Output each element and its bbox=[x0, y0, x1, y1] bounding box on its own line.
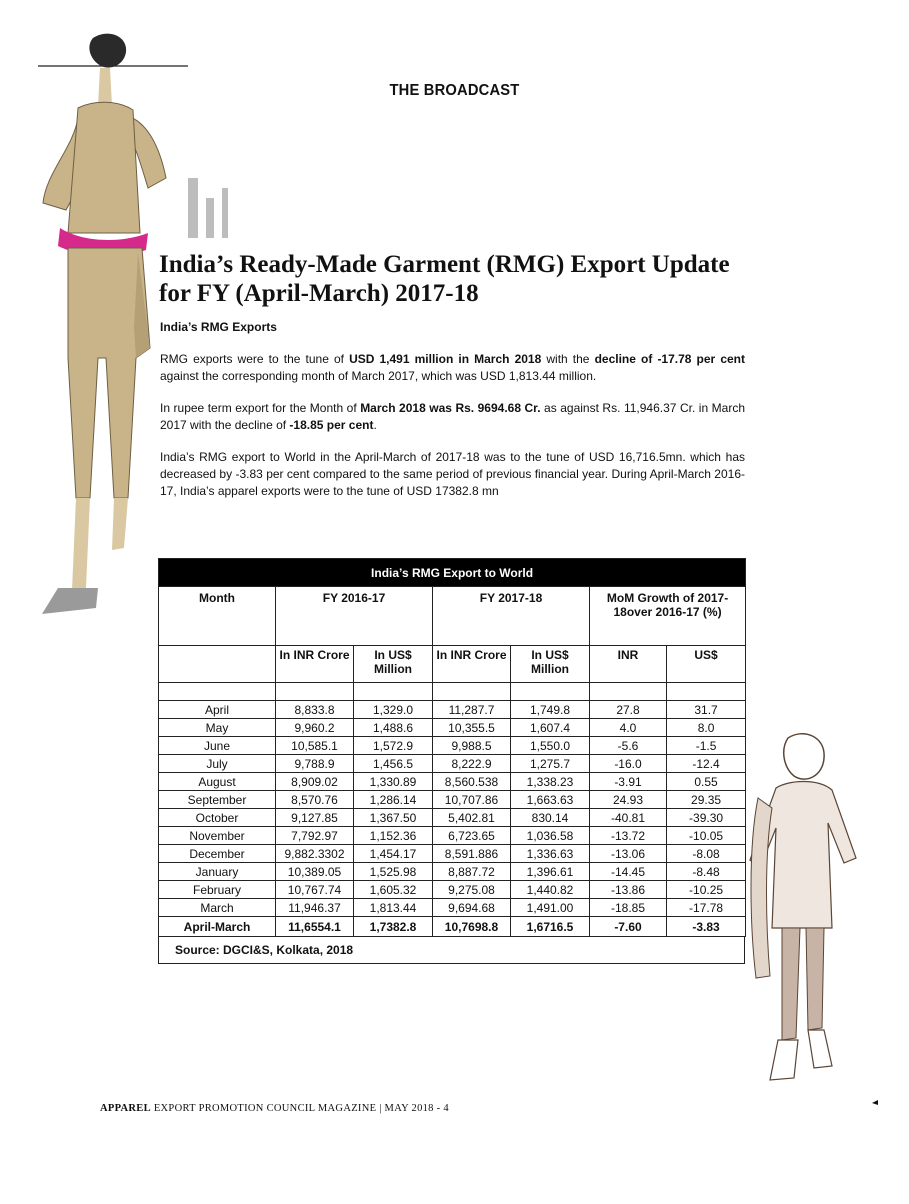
paragraph-march-inr: In rupee term export for the Month of March 2018 was Rs. 9694.68 Cr. as against Rs. 11,946.37 Cr. in March 2017 with the decline of -18.85 per cent. bbox=[160, 401, 745, 432]
table-row bbox=[159, 809, 746, 827]
inr-2017-cell: 8,887.72 bbox=[433, 863, 511, 881]
article-title: India’s Ready-Made Garment (RMG) Export Update for FY (April-March) 2017-18 bbox=[159, 251, 730, 307]
growth-inr-cell: -14.45 bbox=[590, 863, 667, 881]
growth-usd-cell: -17.78 bbox=[667, 899, 746, 917]
page-footer bbox=[100, 1103, 449, 1114]
table-row bbox=[159, 719, 746, 737]
usd-2016-cell: 1,572.9 bbox=[354, 737, 433, 755]
header-usd-2016: In US$ Million bbox=[354, 646, 433, 683]
inr-2017-cell: 8,222.9 bbox=[433, 755, 511, 773]
month-cell: February bbox=[159, 881, 276, 899]
table-spacer-row bbox=[159, 683, 746, 701]
table-caption: India’s RMG Export to World bbox=[159, 559, 746, 587]
usd-2016-cell: 1,286.14 bbox=[354, 791, 433, 809]
usd-2017-cell: 1,663.63 bbox=[511, 791, 590, 809]
inr-2016-cell: 8,833.8 bbox=[276, 701, 354, 719]
growth-inr-cell: -18.85 bbox=[590, 899, 667, 917]
inr-2017-cell: 5,402.81 bbox=[433, 809, 511, 827]
inr-2016-cell: 8,909.02 bbox=[276, 773, 354, 791]
inr-2017-cell: 8,591.886 bbox=[433, 845, 511, 863]
usd-2016-cell: 1,330.89 bbox=[354, 773, 433, 791]
usd-2017-cell: 1,749.8 bbox=[511, 701, 590, 719]
table-row bbox=[159, 899, 746, 917]
table-row bbox=[159, 737, 746, 755]
header-growth-usd: US$ bbox=[667, 646, 746, 683]
total-inr-2017-cell: 10,7698.8 bbox=[433, 917, 511, 937]
inr-2017-cell: 9,988.5 bbox=[433, 737, 511, 755]
growth-usd-cell: 31.7 bbox=[667, 701, 746, 719]
growth-inr-cell: -16.0 bbox=[590, 755, 667, 773]
inr-2016-cell: 8,570.76 bbox=[276, 791, 354, 809]
usd-2016-cell: 1,367.50 bbox=[354, 809, 433, 827]
usd-2016-cell: 1,605.32 bbox=[354, 881, 433, 899]
usd-2017-cell: 1,607.4 bbox=[511, 719, 590, 737]
header-usd-2017: In US$ Million bbox=[511, 646, 590, 683]
inr-2016-cell: 9,127.85 bbox=[276, 809, 354, 827]
inr-2016-cell: 7,792.97 bbox=[276, 827, 354, 845]
growth-usd-cell: -12.4 bbox=[667, 755, 746, 773]
growth-inr-cell: 4.0 bbox=[590, 719, 667, 737]
table-row bbox=[159, 773, 746, 791]
inr-2017-cell: 9,275.08 bbox=[433, 881, 511, 899]
inr-2017-cell: 10,707.86 bbox=[433, 791, 511, 809]
growth-inr-cell: -5.6 bbox=[590, 737, 667, 755]
table-body bbox=[159, 683, 746, 937]
table-row bbox=[159, 881, 746, 899]
header-fy-2016-17: FY 2016-17 bbox=[276, 587, 433, 646]
usd-2017-cell: 1,275.7 bbox=[511, 755, 590, 773]
growth-usd-cell: 0.55 bbox=[667, 773, 746, 791]
growth-inr-cell: -40.81 bbox=[590, 809, 667, 827]
month-cell: April bbox=[159, 701, 276, 719]
table-row bbox=[159, 845, 746, 863]
month-cell: May bbox=[159, 719, 276, 737]
usd-2016-cell: 1,525.98 bbox=[354, 863, 433, 881]
rmg-export-table bbox=[158, 558, 745, 964]
month-cell: July bbox=[159, 755, 276, 773]
total-month-cell: April-March bbox=[159, 917, 276, 937]
growth-inr-cell: -13.06 bbox=[590, 845, 667, 863]
inr-2016-cell: 9,960.2 bbox=[276, 719, 354, 737]
footer-brand: APPAREL bbox=[100, 1103, 151, 1114]
usd-2017-cell: 1,396.61 bbox=[511, 863, 590, 881]
inr-2016-cell: 10,585.1 bbox=[276, 737, 354, 755]
growth-inr-cell: -13.72 bbox=[590, 827, 667, 845]
header-month-sub bbox=[159, 646, 276, 683]
month-cell: January bbox=[159, 863, 276, 881]
usd-2017-cell: 1,338.23 bbox=[511, 773, 590, 791]
header-mom-growth: MoM Growth of 2017-18over 2016-17 (%) bbox=[590, 587, 746, 646]
growth-usd-cell: -10.05 bbox=[667, 827, 746, 845]
inr-2016-cell: 9,788.9 bbox=[276, 755, 354, 773]
header-month: Month bbox=[159, 587, 276, 646]
inr-2016-cell: 11,946.37 bbox=[276, 899, 354, 917]
table-row bbox=[159, 701, 746, 719]
article-subhead: India’s RMG Exports bbox=[160, 320, 277, 334]
growth-usd-cell: -39.30 bbox=[667, 809, 746, 827]
growth-usd-cell: 29.35 bbox=[667, 791, 746, 809]
table-total-row bbox=[159, 917, 746, 937]
growth-usd-cell: -1.5 bbox=[667, 737, 746, 755]
usd-2017-cell: 1,550.0 bbox=[511, 737, 590, 755]
inr-2017-cell: 6,723.65 bbox=[433, 827, 511, 845]
total-usd-2016-cell: 1,7382.8 bbox=[354, 917, 433, 937]
usd-2017-cell: 1,036.58 bbox=[511, 827, 590, 845]
table-row bbox=[159, 791, 746, 809]
table-row bbox=[159, 863, 746, 881]
fashion-sketch-right bbox=[748, 728, 866, 1093]
usd-2017-cell: 1,491.00 bbox=[511, 899, 590, 917]
table-row bbox=[159, 755, 746, 773]
total-growth-inr-cell: -7.60 bbox=[590, 917, 667, 937]
total-growth-usd-cell: -3.83 bbox=[667, 917, 746, 937]
table-source: Source: DGCI&S, Kolkata, 2018 bbox=[158, 937, 745, 964]
header-growth-inr: INR bbox=[590, 646, 667, 683]
usd-2016-cell: 1,329.0 bbox=[354, 701, 433, 719]
inr-2016-cell: 10,389.05 bbox=[276, 863, 354, 881]
usd-2016-cell: 1,488.6 bbox=[354, 719, 433, 737]
month-cell: November bbox=[159, 827, 276, 845]
inr-2017-cell: 10,355.5 bbox=[433, 719, 511, 737]
inr-2016-cell: 9,882.3302 bbox=[276, 845, 354, 863]
total-inr-2016-cell: 11,6554.1 bbox=[276, 917, 354, 937]
usd-2017-cell: 830.14 bbox=[511, 809, 590, 827]
corner-mark bbox=[872, 1100, 878, 1105]
month-cell: September bbox=[159, 791, 276, 809]
month-cell: October bbox=[159, 809, 276, 827]
table-row bbox=[159, 827, 746, 845]
total-usd-2017-cell: 1,6716.5 bbox=[511, 917, 590, 937]
usd-2017-cell: 1,336.63 bbox=[511, 845, 590, 863]
growth-inr-cell: 27.8 bbox=[590, 701, 667, 719]
growth-inr-cell: -3.91 bbox=[590, 773, 667, 791]
usd-2016-cell: 1,813.44 bbox=[354, 899, 433, 917]
usd-2017-cell: 1,440.82 bbox=[511, 881, 590, 899]
month-cell: December bbox=[159, 845, 276, 863]
growth-inr-cell: 24.93 bbox=[590, 791, 667, 809]
header-fy-2017-18: FY 2017-18 bbox=[433, 587, 590, 646]
usd-2016-cell: 1,456.5 bbox=[354, 755, 433, 773]
growth-inr-cell: -13.86 bbox=[590, 881, 667, 899]
header-inr-2016: In INR Crore bbox=[276, 646, 354, 683]
section-label: THE BROADCAST bbox=[389, 82, 520, 99]
month-cell: March bbox=[159, 899, 276, 917]
inr-2017-cell: 11,287.7 bbox=[433, 701, 511, 719]
header-inr-2017: In INR Crore bbox=[433, 646, 511, 683]
inr-2017-cell: 9,694.68 bbox=[433, 899, 511, 917]
growth-usd-cell: -8.48 bbox=[667, 863, 746, 881]
paragraph-march-usd: RMG exports were to the tune of USD 1,491 million in March 2018 with the decline of -17.78 per cent against the corresponding month of March 2017, which was USD 1,813.44 million. bbox=[160, 352, 745, 383]
growth-usd-cell: -10.25 bbox=[667, 881, 746, 899]
growth-usd-cell: 8.0 bbox=[667, 719, 746, 737]
month-cell: June bbox=[159, 737, 276, 755]
month-cell: August bbox=[159, 773, 276, 791]
paragraph-annual: India’s RMG export to World in the April-March of 2017-18 was to the tune of USD 16,716.5mn. which has decreased by -3.83 per cent compared to the same period of previous financial year. During April-March 2016-17, India’s apparel exports were to the tune of USD 17382.8 mn bbox=[160, 450, 745, 498]
footer-text: EXPORT PROMOTION COUNCIL MAGAZINE | MAY 2018 - 4 bbox=[150, 1103, 449, 1114]
usd-2016-cell: 1,454.17 bbox=[354, 845, 433, 863]
usd-2016-cell: 1,152.36 bbox=[354, 827, 433, 845]
inr-2017-cell: 8,560.538 bbox=[433, 773, 511, 791]
growth-usd-cell: -8.08 bbox=[667, 845, 746, 863]
inr-2016-cell: 10,767.74 bbox=[276, 881, 354, 899]
